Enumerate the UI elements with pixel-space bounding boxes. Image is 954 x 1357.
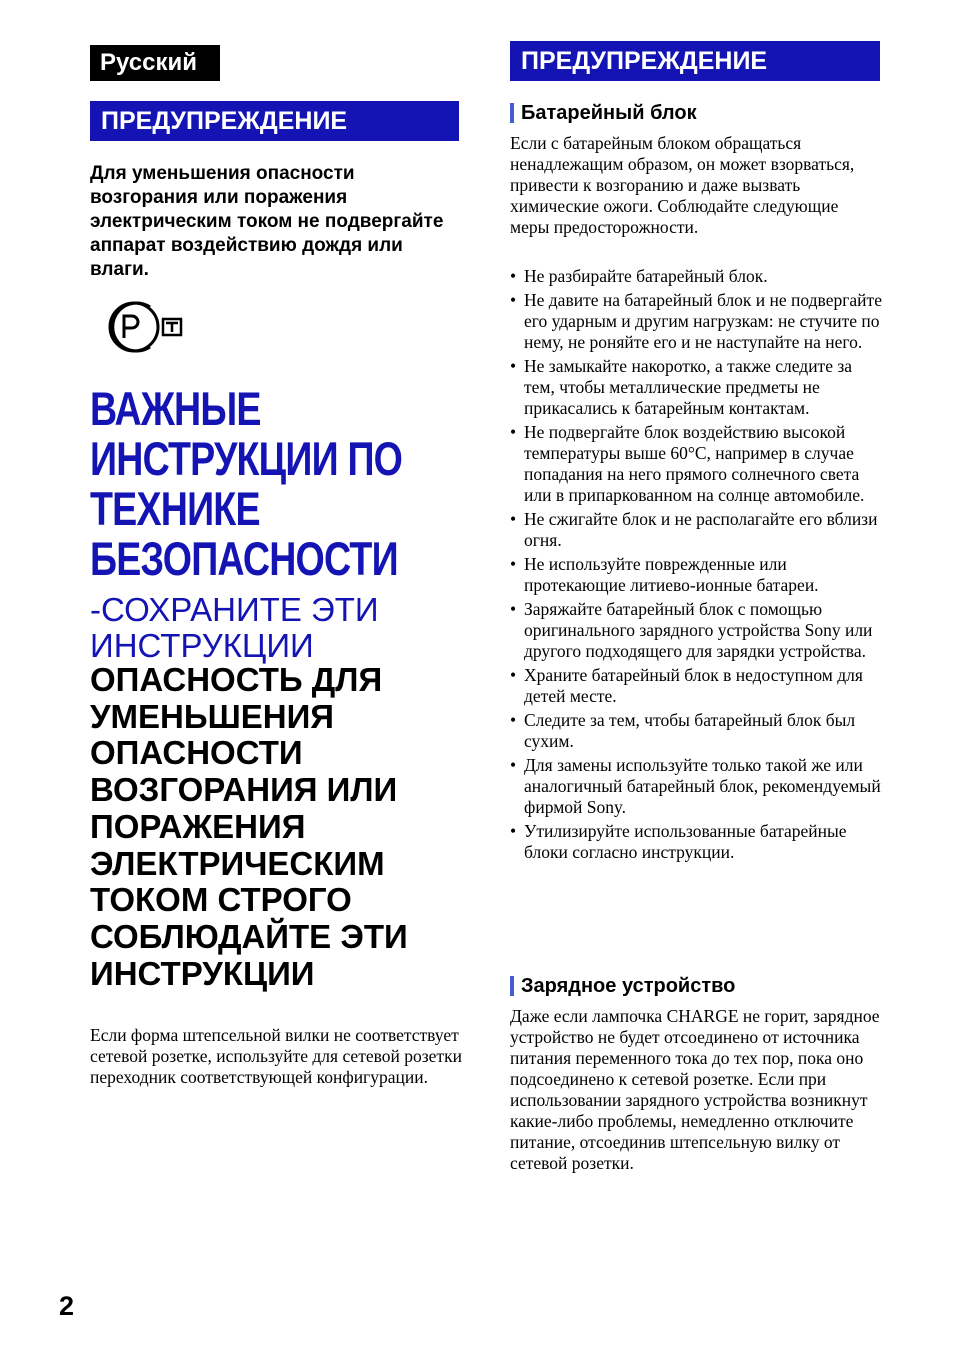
list-item: • Утилизируйте использованные батарейные блоки согласно инструкции. xyxy=(510,821,882,863)
charger-section-heading: Зарядное устройство xyxy=(510,974,735,998)
intro-warning-text: Для уменьшения опасности возгорания или поражения электрическим током не подвергайте аппарат воздействию дождя или влаги. xyxy=(90,163,444,280)
list-item: • Не подвергайте блок воздействию высокой температуры выше 60°C, например в случае попадания на него прямого солнечного света или в припаркованном на солнце автомобиле. xyxy=(510,422,882,506)
page-number: 2 xyxy=(59,1291,75,1321)
title-line: ВАЖНЫЕ xyxy=(90,382,261,435)
language-label: Русский xyxy=(90,45,220,81)
list-item: • Не замыкайте накоротко, а также следите за тем, чтобы металлические предметы не прикасались к батарейным контактам. xyxy=(510,356,882,419)
safety-instructions-title xyxy=(90,382,403,585)
title-line: БЕЗОПАСНОСТИ xyxy=(90,532,398,585)
gost-r-certification-mark xyxy=(105,296,185,358)
warning-banner-left: ПРЕДУПРЕЖДЕНИЕ xyxy=(90,101,459,141)
list-item: • Храните батарейный блок в недоступном для детей месте. xyxy=(510,665,882,707)
charger-text: Даже если лампочка CHARGE не горит, зарядное устройство не будет отсоединено от источника питания переменного тока до тех пор, пока оно подсоединено к сетевой розетке. Если при использовании зарядного устройства возникнут какие-либо проблемы, немедленно отключите питание, отсоединив штепсельную вилку от сетевой розетки. xyxy=(510,1006,880,1173)
title-line: ТЕХНИКЕ xyxy=(90,482,260,535)
title-line: ИНСТРУКЦИИ ПО xyxy=(90,432,403,485)
list-item: • Не сжигайте блок и не располагайте его вблизи огня. xyxy=(510,509,882,551)
save-instructions-text: -СОХРАНИТЕ ЭТИ ИНСТРУКЦИИ xyxy=(90,591,379,664)
battery-precautions-list xyxy=(510,266,882,866)
list-item: • Не разбирайте батарейный блок. xyxy=(510,266,882,287)
battery-section-heading: Батарейный блок xyxy=(510,101,697,125)
list-item: • Не используйте поврежденные или протекающие литиево-ионные батареи. xyxy=(510,554,882,596)
list-item: • Следите за тем, чтобы батарейный блок был сухим. xyxy=(510,710,882,752)
list-item: • Не давите на батарейный блок и не подвергайте его ударным и другим нагрузкам: не стучите по нему, не роняйте его и не наступайте на него. xyxy=(510,290,882,353)
list-item: • Заряжайте батарейный блок с помощью оригинального зарядного устройства Sony или другого подходящего для зарядки устройства. xyxy=(510,599,882,662)
danger-warning-text: ОПАСНОСТЬ ДЛЯ УМЕНЬШЕНИЯ ОПАСНОСТИ ВОЗГОРАНИЯ ИЛИ ПОРАЖЕНИЯ ЭЛЕКТРИЧЕСКИМ ТОКОМ СТРОГО СОБЛЮДАЙТЕ ЭТИ ИНСТРУКЦИИ xyxy=(90,661,408,992)
list-item: • Для замены используйте только такой же или аналогичный батарейный блок, рекомендуемый фирмой Sony. xyxy=(510,755,882,818)
battery-intro-text: Если с батарейным блоком обращаться ненадлежащим образом, он может взорваться, привести к возгоранию и даже вызвать химические ожоги. Соблюдайте следующие меры предосторожности. xyxy=(510,133,855,237)
warning-banner-right: ПРЕДУПРЕЖДЕНИЕ xyxy=(510,41,880,81)
plug-adapter-note: Если форма штепсельной вилки не соответствует сетевой розетке, используйте для сетевой розетки переходник соответствующей конфигурации. xyxy=(90,1025,462,1087)
